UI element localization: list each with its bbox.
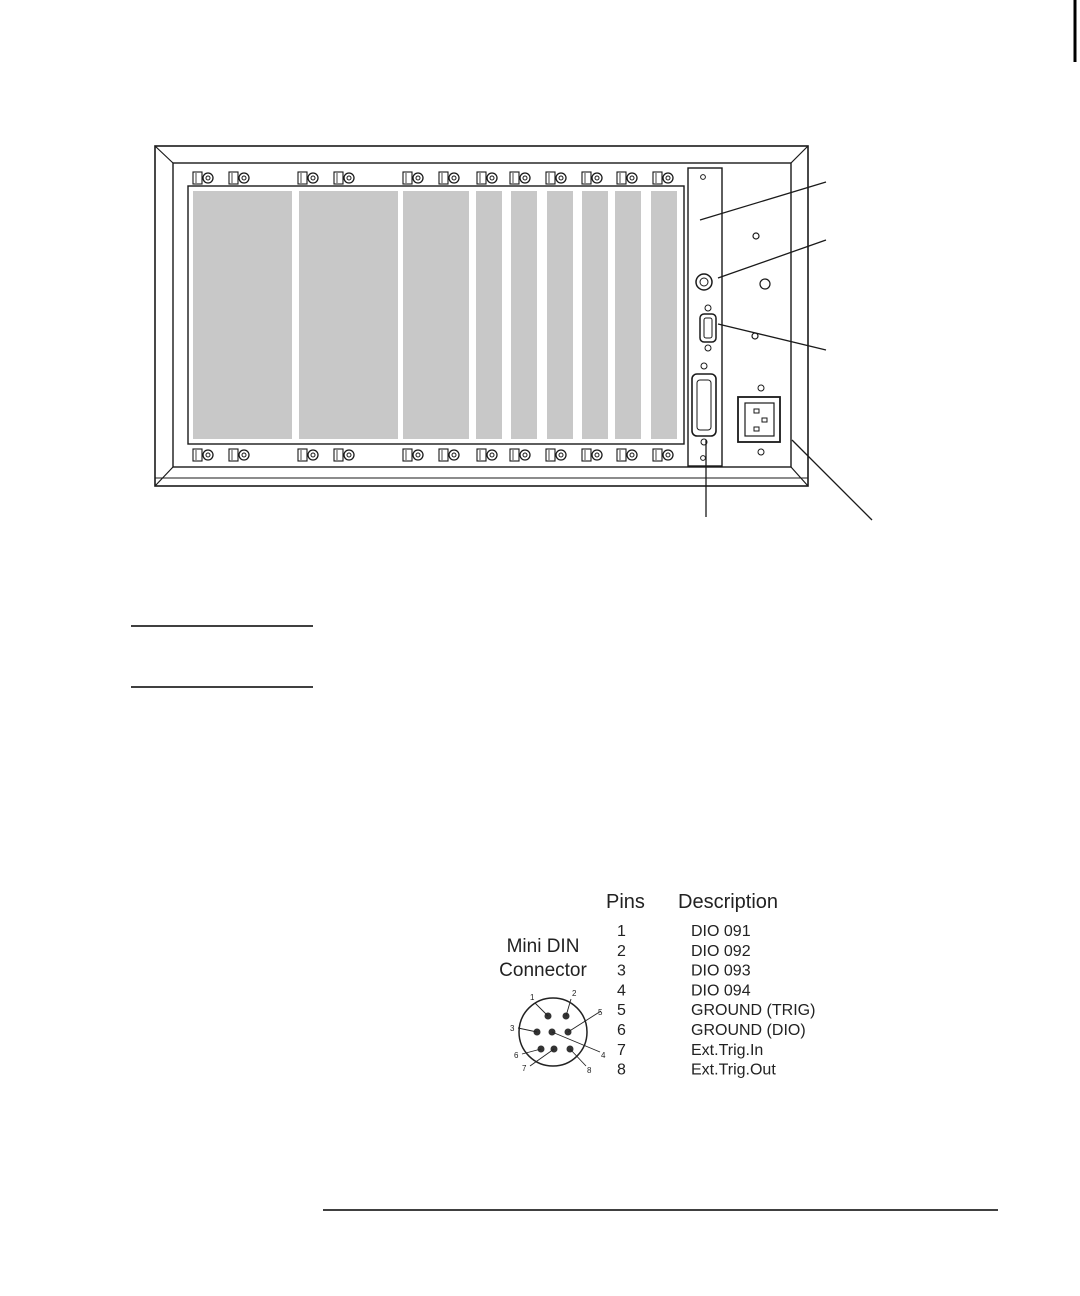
card-slot-7 xyxy=(582,191,608,439)
din-pin-number-labels xyxy=(510,989,606,1075)
din-pin-number: 5 xyxy=(598,1008,603,1017)
pin-number: 2 xyxy=(617,942,626,960)
slot-group xyxy=(193,191,677,439)
card-slot-6 xyxy=(547,191,573,439)
card-slot-1 xyxy=(193,191,292,439)
pin-rows xyxy=(617,923,815,1079)
din-pin-number: 6 xyxy=(514,1051,519,1060)
pin-description: DIO 092 xyxy=(691,942,751,960)
pin-description: Ext.Trig.In xyxy=(691,1041,764,1059)
din-pin-number: 1 xyxy=(530,993,535,1002)
pinout-table xyxy=(499,891,815,1079)
pin-description: Ext.Trig.Out xyxy=(691,1061,776,1079)
card-slot-9 xyxy=(651,191,677,439)
pin-number: 1 xyxy=(617,923,626,940)
card-slot-8 xyxy=(615,191,641,439)
din-pin-number: 8 xyxy=(587,1066,592,1075)
pin-number: 4 xyxy=(617,982,626,1000)
pin-description: DIO 093 xyxy=(691,962,751,980)
din-pin-number: 7 xyxy=(522,1064,527,1073)
card-slot-4 xyxy=(476,191,502,439)
connector-label-line2: Connector xyxy=(499,960,587,981)
pin-description: GROUND (DIO) xyxy=(691,1022,806,1039)
pins-column-header: Pins xyxy=(606,891,645,913)
pin-number: 5 xyxy=(617,1002,626,1020)
pin-number: 8 xyxy=(617,1061,626,1079)
pin-description: DIO 091 xyxy=(691,923,751,940)
din-pin-number: 2 xyxy=(572,989,577,998)
description-column-header: Description xyxy=(678,891,779,913)
mini-din-connector-icon xyxy=(518,998,601,1066)
card-slot-3 xyxy=(403,191,469,439)
pin-number: 6 xyxy=(617,1022,626,1039)
pin-number: 7 xyxy=(617,1041,626,1059)
connector-label-line1: Mini DIN xyxy=(506,936,580,957)
card-slot-5 xyxy=(511,191,537,439)
pin-number: 3 xyxy=(617,962,626,980)
pin-description: GROUND (TRIG) xyxy=(691,1002,816,1020)
din-pin-number: 4 xyxy=(601,1051,606,1060)
pin-description: DIO 094 xyxy=(691,982,751,1000)
card-slot-2 xyxy=(299,191,398,439)
din-pin-number: 3 xyxy=(510,1024,515,1033)
